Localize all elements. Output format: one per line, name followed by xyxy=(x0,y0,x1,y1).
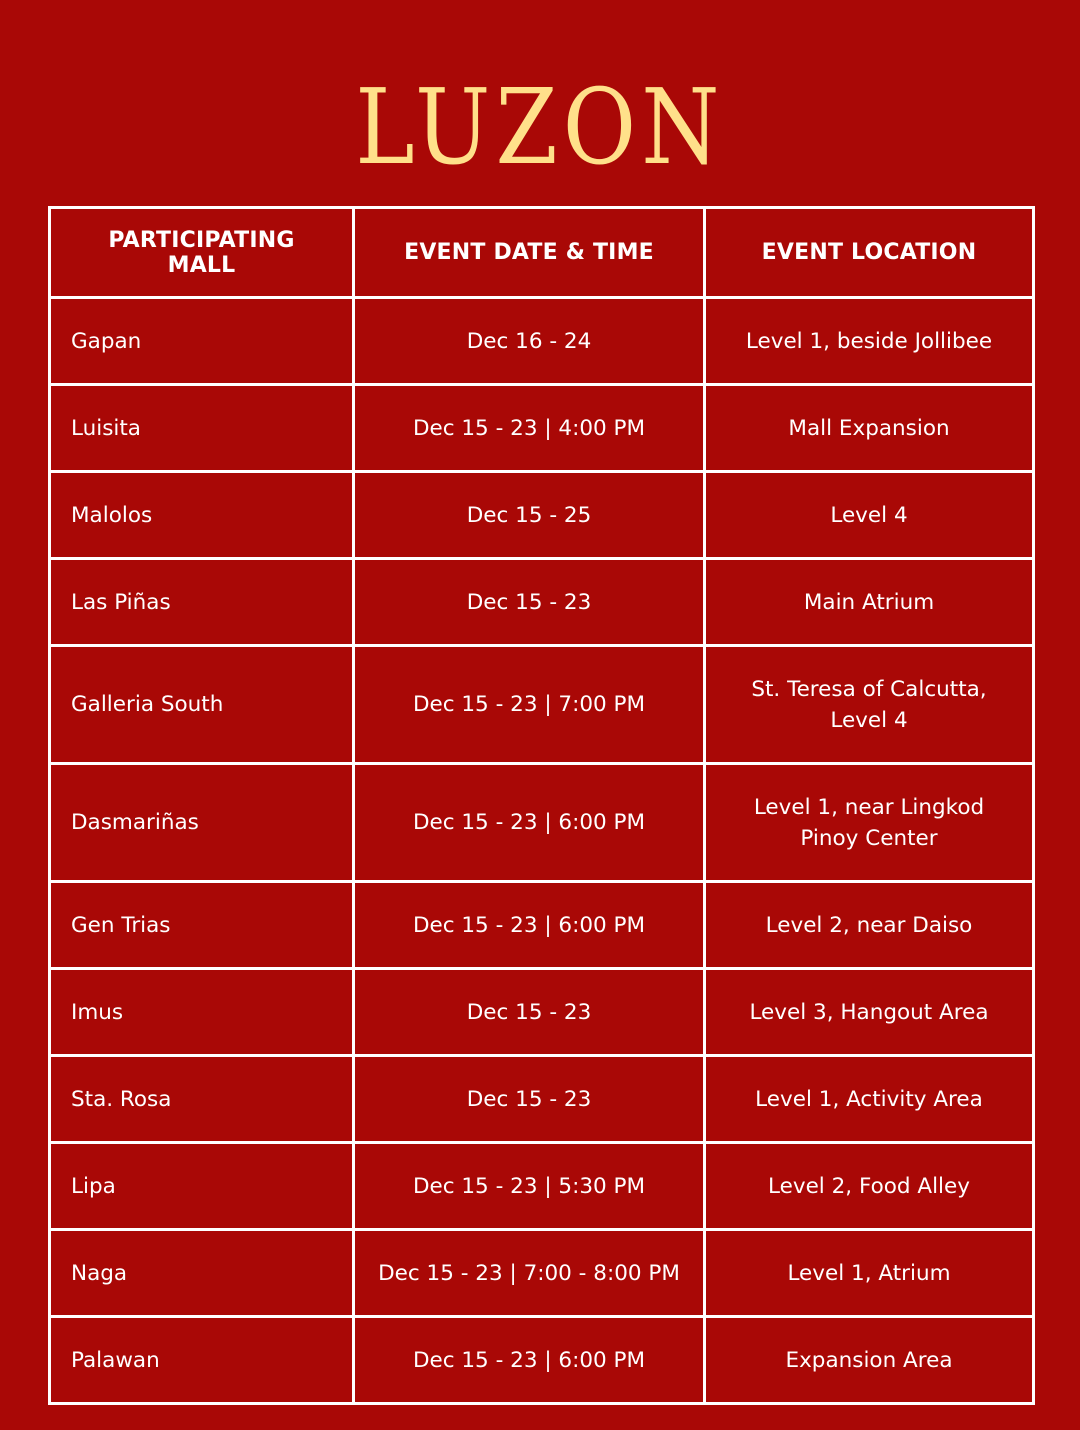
table-row xyxy=(50,1143,1034,1230)
event-location: Mall Expansion xyxy=(705,385,1034,472)
event-datetime: Dec 15 - 23 xyxy=(354,1056,705,1143)
mall-name: Luisita xyxy=(50,385,354,472)
event-location: Level 1, beside Jollibee xyxy=(705,298,1034,385)
table-row xyxy=(50,385,1034,472)
event-location: Level 2, near Daiso xyxy=(705,882,1034,969)
event-datetime: Dec 15 - 23 xyxy=(354,559,705,646)
event-datetime: Dec 15 - 23 | 6:00 PM xyxy=(354,882,705,969)
table-row xyxy=(50,1056,1034,1143)
event-location: Level 4 xyxy=(705,472,1034,559)
event-datetime: Dec 15 - 23 | 4:00 PM xyxy=(354,385,705,472)
event-location: Level 1, Atrium xyxy=(705,1230,1034,1317)
event-datetime: Dec 15 - 23 | 7:00 - 8:00 PM xyxy=(354,1230,705,1317)
mall-name: Lipa xyxy=(50,1143,354,1230)
mall-name: Gapan xyxy=(50,298,354,385)
mall-name: Naga xyxy=(50,1230,354,1317)
mall-name: Imus xyxy=(50,969,354,1056)
table-row xyxy=(50,1230,1034,1317)
mall-name: Sta. Rosa xyxy=(50,1056,354,1143)
event-datetime: Dec 15 - 23 | 6:00 PM xyxy=(354,1317,705,1404)
event-location: Level 3, Hangout Area xyxy=(705,969,1034,1056)
table-row xyxy=(50,472,1034,559)
table-row xyxy=(50,559,1034,646)
event-datetime: Dec 15 - 25 xyxy=(354,472,705,559)
table-row xyxy=(50,969,1034,1056)
header-participating-mall: PARTICIPATING MALL xyxy=(50,208,354,298)
mall-name: Las Piñas xyxy=(50,559,354,646)
event-location: St. Teresa of Calcutta, Level 4 xyxy=(705,646,1034,764)
event-datetime: Dec 15 - 23 | 5:30 PM xyxy=(354,1143,705,1230)
header-event-location: EVENT LOCATION xyxy=(705,208,1034,298)
table-header-row xyxy=(50,208,1034,298)
event-datetime: Dec 15 - 23 | 7:00 PM xyxy=(354,646,705,764)
page-title: LUZON xyxy=(355,66,725,188)
event-datetime: Dec 15 - 23 xyxy=(354,969,705,1056)
event-location: Level 1, near Lingkod Pinoy Center xyxy=(705,764,1034,882)
mall-name: Galleria South xyxy=(50,646,354,764)
event-location: Expansion Area xyxy=(705,1317,1034,1404)
table-row xyxy=(50,1317,1034,1404)
mall-name: Malolos xyxy=(50,472,354,559)
schedule-table xyxy=(48,206,1035,1405)
event-location: Main Atrium xyxy=(705,559,1034,646)
header-event-date-time: EVENT DATE & TIME xyxy=(354,208,705,298)
mall-name: Gen Trias xyxy=(50,882,354,969)
table-row xyxy=(50,764,1034,882)
table-row xyxy=(50,646,1034,764)
table-row xyxy=(50,882,1034,969)
mall-name: Dasmariñas xyxy=(50,764,354,882)
event-location: Level 1, Activity Area xyxy=(705,1056,1034,1143)
event-datetime: Dec 16 - 24 xyxy=(354,298,705,385)
table-row xyxy=(50,298,1034,385)
event-location: Level 2, Food Alley xyxy=(705,1143,1034,1230)
event-datetime: Dec 15 - 23 | 6:00 PM xyxy=(354,764,705,882)
mall-name: Palawan xyxy=(50,1317,354,1404)
